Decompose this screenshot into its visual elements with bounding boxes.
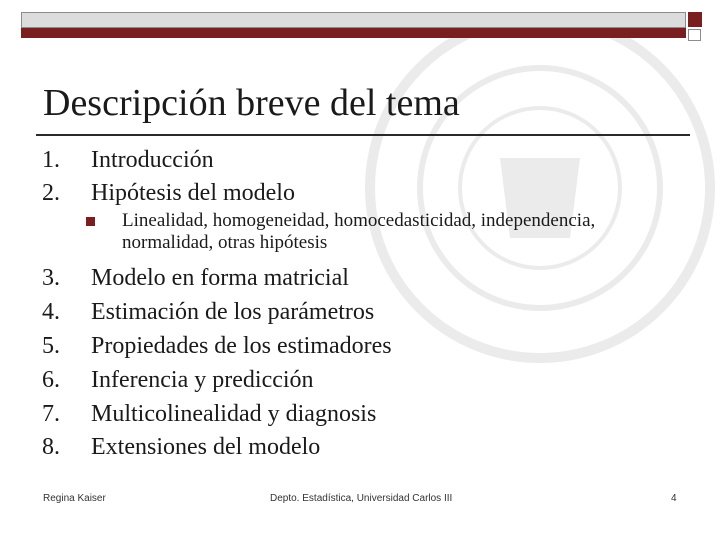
corner-square-outline bbox=[688, 29, 701, 41]
list-item bbox=[42, 178, 295, 208]
top-decorative-bar bbox=[21, 12, 686, 28]
list-item bbox=[42, 399, 376, 429]
list-text: Estimación de los parámetros bbox=[91, 299, 375, 325]
list-number: 8. bbox=[42, 434, 60, 460]
list-item bbox=[42, 297, 374, 327]
list-text: Hipótesis del modelo bbox=[91, 180, 295, 206]
list-number: 4. bbox=[42, 299, 60, 325]
list-number: 3. bbox=[42, 265, 60, 291]
title-divider bbox=[36, 134, 690, 136]
list-number: 1. bbox=[42, 147, 60, 173]
list-text: Propiedades de los estimadores bbox=[91, 333, 392, 359]
corner-square-filled bbox=[688, 12, 702, 27]
list-text: Inferencia y predicción bbox=[91, 367, 314, 393]
list-number: 2. bbox=[42, 180, 60, 206]
list-item bbox=[42, 365, 314, 395]
square-bullet-icon bbox=[86, 217, 95, 226]
university-seal-watermark bbox=[360, 8, 720, 368]
slide-title: Descripción breve del tema bbox=[43, 82, 460, 124]
list-item bbox=[42, 145, 214, 175]
list-item bbox=[42, 263, 349, 293]
list-text: Multicolinealidad y diagnosis bbox=[91, 401, 377, 427]
footer-author: Regina Kaiser bbox=[43, 493, 106, 504]
list-item bbox=[42, 432, 320, 462]
list-text: Introducción bbox=[91, 147, 214, 173]
list-text: Extensiones del modelo bbox=[91, 434, 321, 460]
top-accent-bar bbox=[21, 28, 686, 38]
list-item bbox=[42, 331, 392, 361]
page-number: 4 bbox=[671, 493, 677, 504]
sub-list-text: Linealidad, homogeneidad, homocedasticidad, independencia, normalidad, otras hipótesis bbox=[122, 210, 596, 253]
footer-department: Depto. Estadística, Universidad Carlos III bbox=[270, 493, 453, 504]
list-number: 7. bbox=[42, 401, 60, 427]
list-number: 6. bbox=[42, 367, 60, 393]
list-text: Modelo en forma matricial bbox=[91, 265, 349, 291]
list-number: 5. bbox=[42, 333, 60, 359]
